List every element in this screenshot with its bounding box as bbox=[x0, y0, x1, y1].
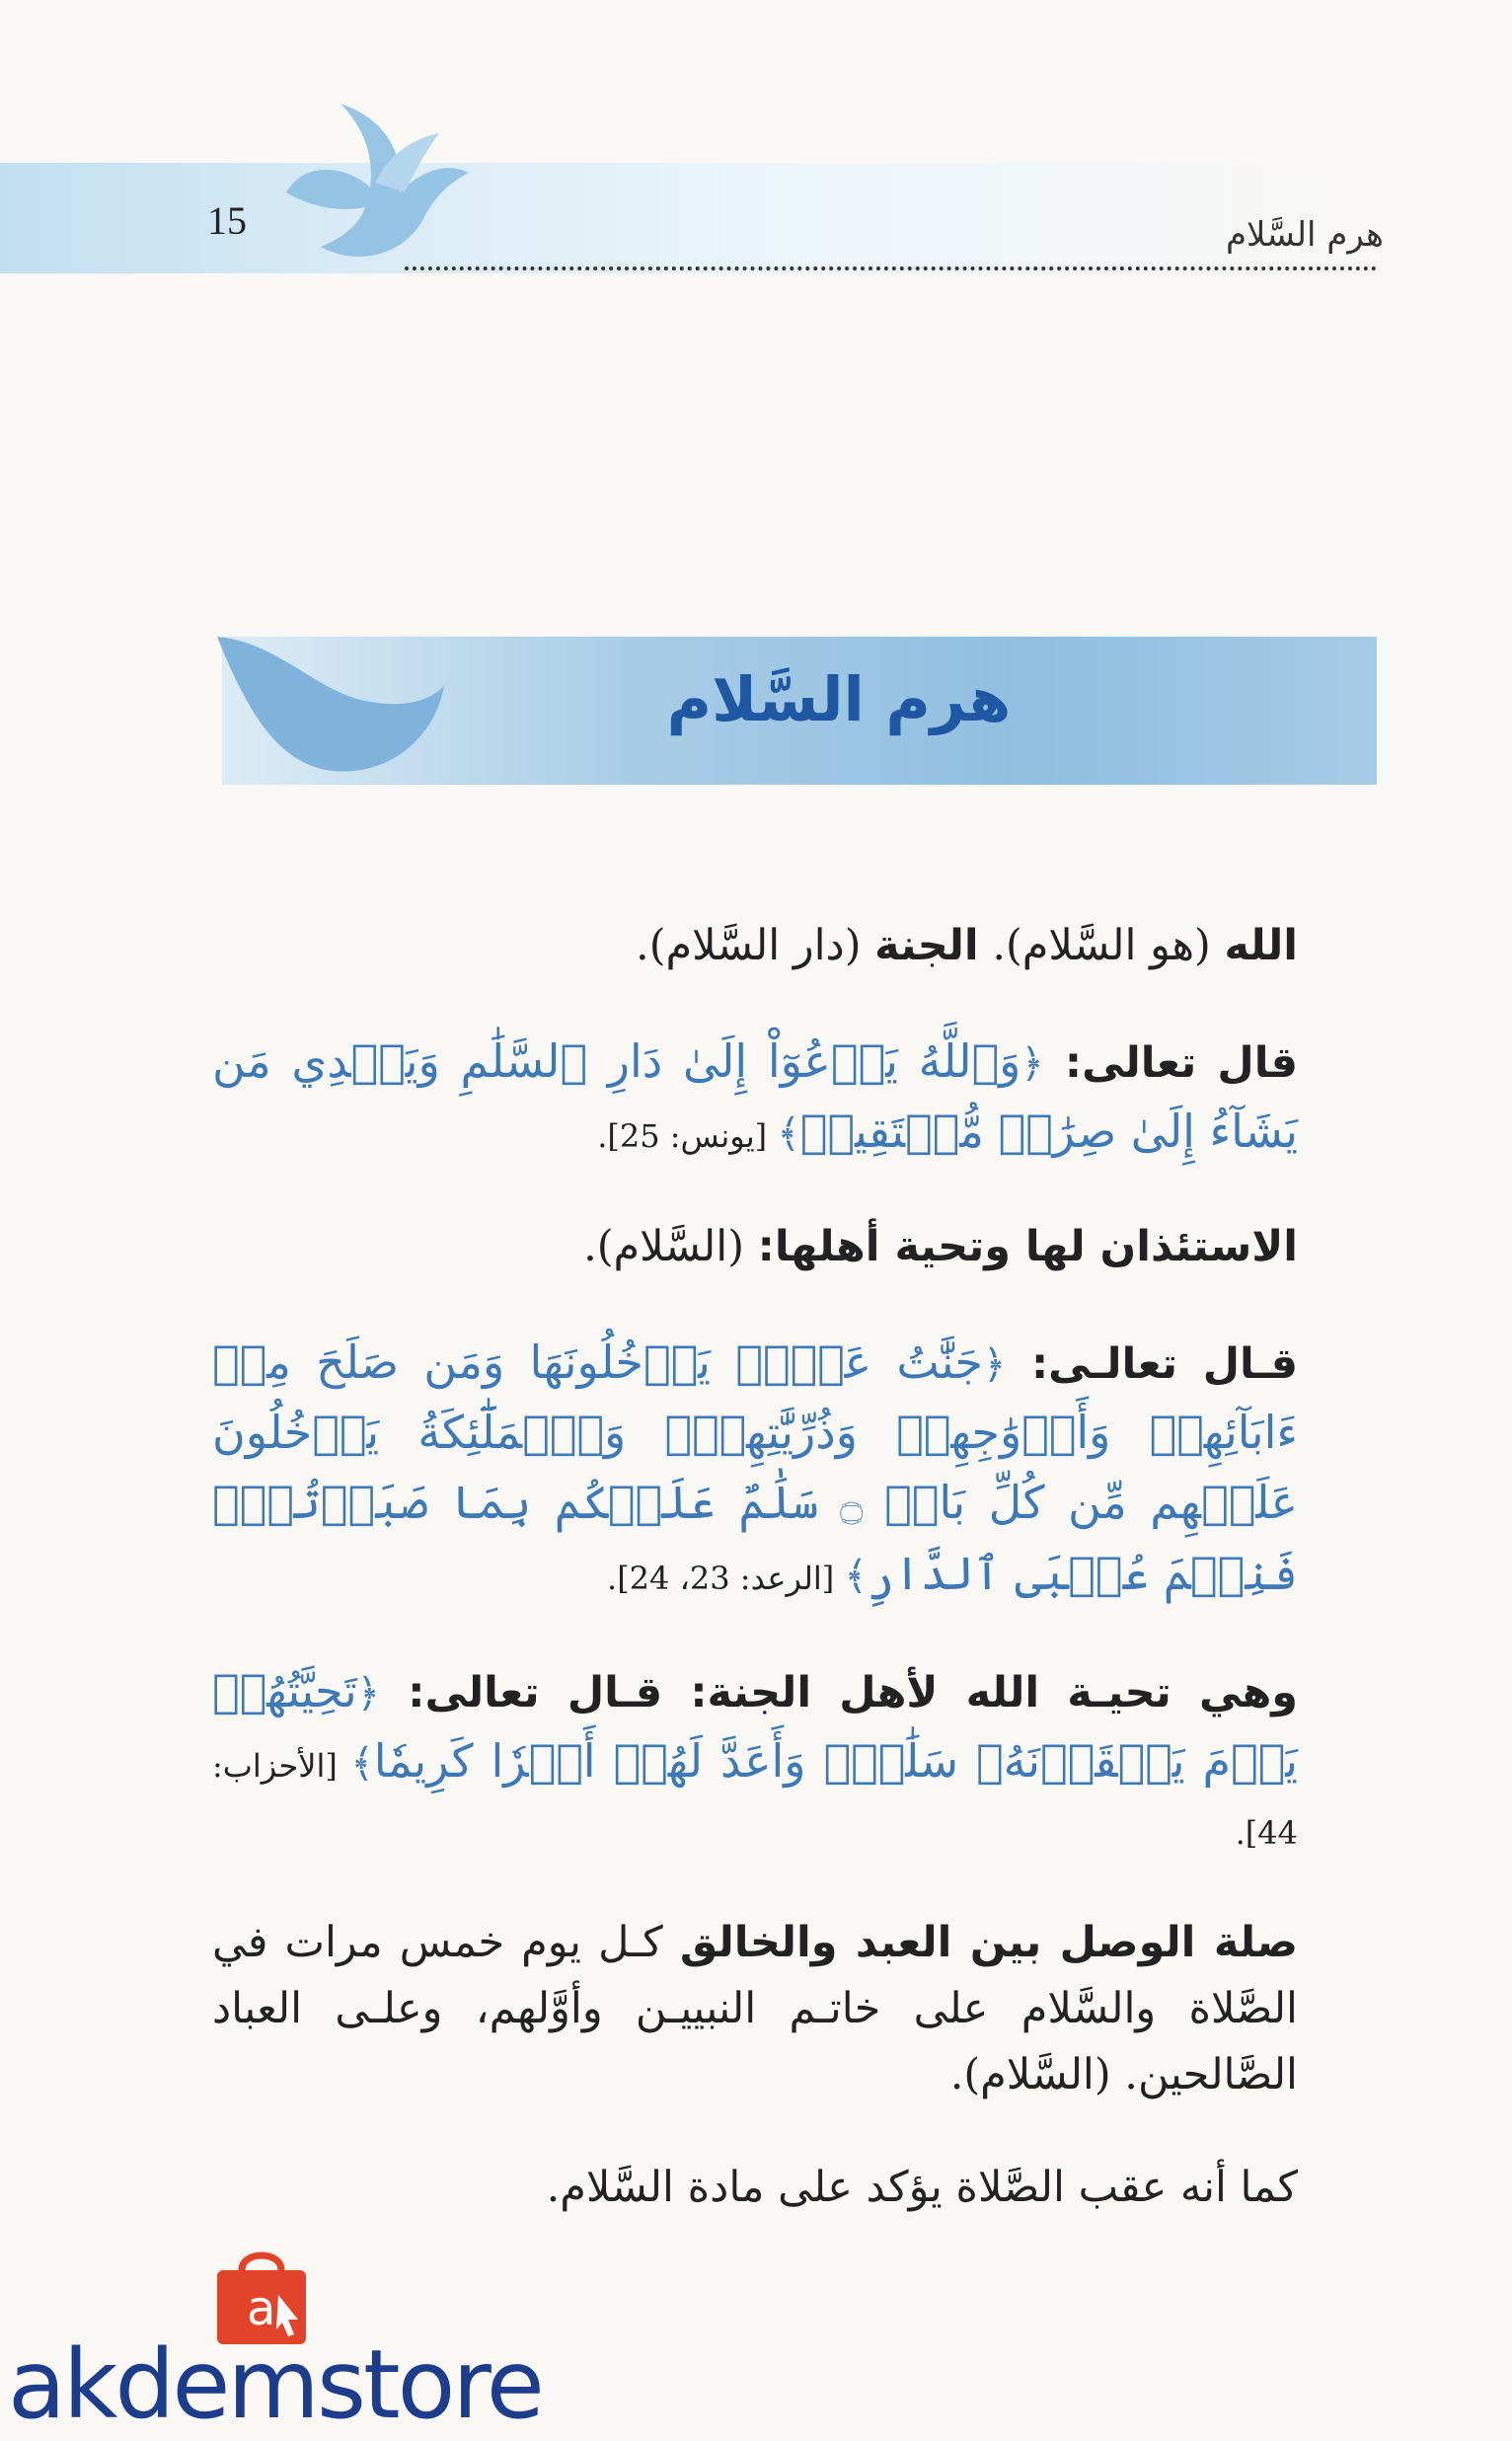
text: كما أنه عقب الصَّلاة يؤكد على مادة السَّلام. bbox=[546, 2163, 1298, 2213]
paragraph-3 bbox=[212, 1214, 1298, 1280]
paragraph-6 bbox=[212, 1910, 1298, 2107]
paragraph-1 bbox=[212, 913, 1298, 979]
verse-intro: قـال تعالى: bbox=[380, 1668, 691, 1718]
text: (دار السَّلام). bbox=[636, 921, 875, 970]
page-body bbox=[212, 913, 1298, 2268]
bold-term: الله bbox=[1224, 921, 1298, 970]
verse-intro: قال تعالى: bbox=[1043, 1037, 1299, 1088]
page-number: 15 bbox=[207, 198, 247, 243]
quran-verse: جَنَّٰتُ عَدۡنٖ يَدۡخُلُونَهَا وَمَن صَلَحَ مِنۡ ءَابَآئِهِمۡ وَأَزۡوَٰجِهِمۡ وَذُرِّيَّٰتِهِمۡۖ وَٱلۡمَلَٰٓئِكَةُ يَدۡخُلُونَ عَلَيۡهِم مِّن كُلِّ بَابٖ bbox=[212, 1335, 1298, 1530]
verse-close-bracket: ﴾ bbox=[777, 1110, 800, 1157]
swoosh-icon bbox=[217, 632, 444, 780]
paragraph-5 bbox=[212, 1656, 1298, 1863]
store-logo-text: akdemstore bbox=[8, 2329, 542, 2440]
verse-intro: قـال تعالـى: bbox=[1006, 1338, 1299, 1389]
verse-reference: [يونس: 25]. bbox=[597, 1116, 778, 1155]
quran-verse: وَٱللَّهُ يَدۡعُوٓاْ إِلَىٰ دَارِ ٱلسَّلَٰمِ وَيَهۡدِي مَن يَشَآءُ إِلَىٰ صِرَٰطٖ مُّسۡتَقِيمٖ bbox=[212, 1033, 1298, 1158]
paragraph-7 bbox=[212, 2155, 1298, 2221]
svg-text:a: a bbox=[247, 2281, 276, 2336]
paragraph-4 bbox=[212, 1328, 1298, 1609]
verse-reference: [الأحزاب: 44]. bbox=[212, 1747, 1298, 1852]
bold-term: الجنة bbox=[874, 921, 979, 970]
verse-reference: [الرعد: 23، 24]. bbox=[607, 1559, 845, 1597]
quran-verse: سَلَٰمٌ عَلَيۡكُم بِمَا صَبَرۡتُمۡۚ فَنِعۡمَ عُقۡبَى ٱلدَّارِ bbox=[212, 1476, 1298, 1600]
bold-term: الاستئذان لها وتحية أهلها: bbox=[757, 1222, 1298, 1272]
dove-icon bbox=[266, 99, 474, 267]
bold-term: وهي تحيـة الله لأهل الجنة: bbox=[690, 1668, 1298, 1718]
quran-verse: تَحِيَّتُهُمۡ يَوۡمَ يَلۡقَوۡنَهُۥ سَلَٰمٞۚ وَأَعَدَّ لَهُمۡ أَجۡرٗا كَرِيمٗا bbox=[212, 1664, 1298, 1789]
paragraph-2 bbox=[212, 1027, 1298, 1168]
verse-close-bracket: ﴾ bbox=[844, 1553, 868, 1599]
header-divider bbox=[405, 267, 1377, 270]
text: (السَّلام). bbox=[583, 1222, 758, 1272]
text: (هو السَّلام). bbox=[978, 921, 1225, 970]
bold-term: صلة الوصل بين العبد والخالق bbox=[679, 1918, 1298, 1968]
verse-open-bracket: ﴿ bbox=[1021, 1040, 1044, 1087]
verse-separator: ۝ bbox=[818, 1483, 885, 1529]
verse-close-bracket: ﴾ bbox=[350, 1741, 374, 1788]
running-head: هرم السَّلام bbox=[1225, 215, 1384, 255]
verse-open-bracket: ﴿ bbox=[356, 1671, 381, 1717]
text: كـل يوم خمس مرات في الصَّلاة والسَّلام على خاتـم النبييـن وأوَّلهم، وعلـى العباد الصَّالحين. (السَّلام). bbox=[212, 1918, 1298, 2099]
page-title: هرم السَّلام bbox=[666, 663, 1012, 735]
verse-open-bracket: ﴿ bbox=[982, 1341, 1007, 1388]
